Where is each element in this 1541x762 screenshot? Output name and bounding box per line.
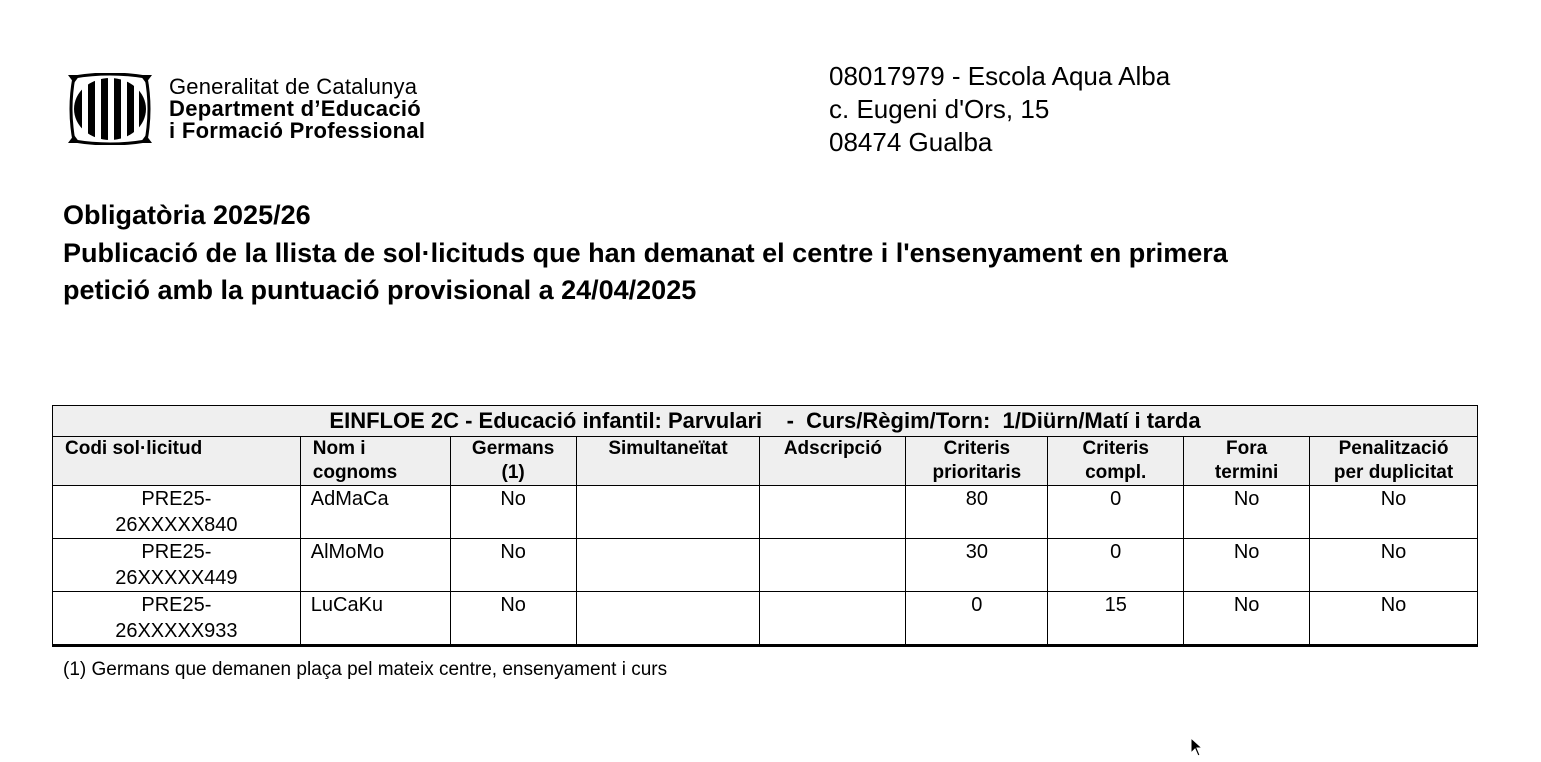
logo-text-generalitat: Generalitat de Catalunya	[169, 74, 418, 99]
cell-nom: AdMaCa	[300, 486, 450, 539]
cell-fora-termini: No	[1184, 486, 1310, 539]
mouse-pointer-icon	[1190, 737, 1204, 757]
applications-table	[52, 405, 1478, 647]
footnote: (1) Germans que demanen plaça pel mateix centre, ensenyament i curs	[63, 659, 668, 680]
cell-fora-termini: No	[1184, 539, 1310, 592]
cell-codi: PRE25- 26XXXXX933	[53, 592, 301, 646]
header-adscripcio: Adscripció	[760, 437, 906, 486]
cell-criteris-compl: 15	[1048, 592, 1184, 646]
school-city: 08474 Gualba	[829, 127, 993, 157]
cell-criteris-compl: 0	[1048, 486, 1184, 539]
title-line-2: Publicació de la llista de sol·licituds que han demanat el centre i l'ensenyament en primera	[63, 237, 1228, 268]
cell-germans: No	[450, 592, 576, 646]
header-simultaneitat: Simultaneïtat	[576, 437, 760, 486]
cell-nom: AlMoMo	[300, 539, 450, 592]
table-row	[53, 539, 1478, 592]
header-penalitzacio: Penalització per duplicitat	[1310, 437, 1478, 486]
table-row	[53, 592, 1478, 646]
table-header-row	[53, 437, 1478, 486]
logo-text-department: Department d’Educació	[169, 96, 422, 121]
school-code-name: 08017979 - Escola Aqua Alba	[829, 61, 1171, 91]
header-germans: Germans (1)	[450, 437, 576, 486]
table-caption: EINFLOE 2C - Educació infantil: Parvulari - Curs/Règim/Torn: 1/Diürn/Matí i tarda	[53, 406, 1478, 437]
cell-criteris-prioritaris: 80	[906, 486, 1048, 539]
cell-penalitzacio: No	[1310, 486, 1478, 539]
cell-codi: PRE25- 26XXXXX840	[53, 486, 301, 539]
school-street: c. Eugeni d'Ors, 15	[829, 94, 1050, 124]
cell-simultaneitat	[576, 539, 760, 592]
cell-adscripcio	[760, 592, 906, 646]
cell-criteris-prioritaris: 30	[906, 539, 1048, 592]
cell-penalitzacio: No	[1310, 592, 1478, 646]
cell-germans: No	[450, 539, 576, 592]
header-fora-termini: Fora termini	[1184, 437, 1310, 486]
table-row	[53, 486, 1478, 539]
cell-simultaneitat	[576, 592, 760, 646]
header-criteris-prioritaris: Criteris prioritaris	[906, 437, 1048, 486]
title-line-1: Obligatòria 2025/26	[63, 200, 311, 230]
document-title	[63, 197, 1483, 310]
school-address	[829, 60, 1170, 159]
cell-fora-termini: No	[1184, 592, 1310, 646]
logo-text-formacio: i Formació Professional	[169, 118, 426, 143]
cell-criteris-prioritaris: 0	[906, 592, 1048, 646]
cell-nom: LuCaKu	[300, 592, 450, 646]
header-criteris-compl: Criteris compl.	[1048, 437, 1184, 486]
cell-penalitzacio: No	[1310, 539, 1478, 592]
cell-simultaneitat	[576, 486, 760, 539]
header-codi: Codi sol·licitud	[53, 437, 301, 486]
cell-criteris-compl: 0	[1048, 539, 1184, 592]
cell-adscripcio	[760, 539, 906, 592]
generalitat-logo	[66, 73, 425, 145]
cell-codi: PRE25- 26XXXXX449	[53, 539, 301, 592]
header-nom: Nom i cognoms	[300, 437, 450, 486]
title-line-3: petició amb la puntuació provisional a 24/04/2025	[63, 275, 697, 305]
cell-germans: No	[450, 486, 576, 539]
generalitat-shield-icon	[66, 73, 154, 145]
cell-adscripcio	[760, 486, 906, 539]
